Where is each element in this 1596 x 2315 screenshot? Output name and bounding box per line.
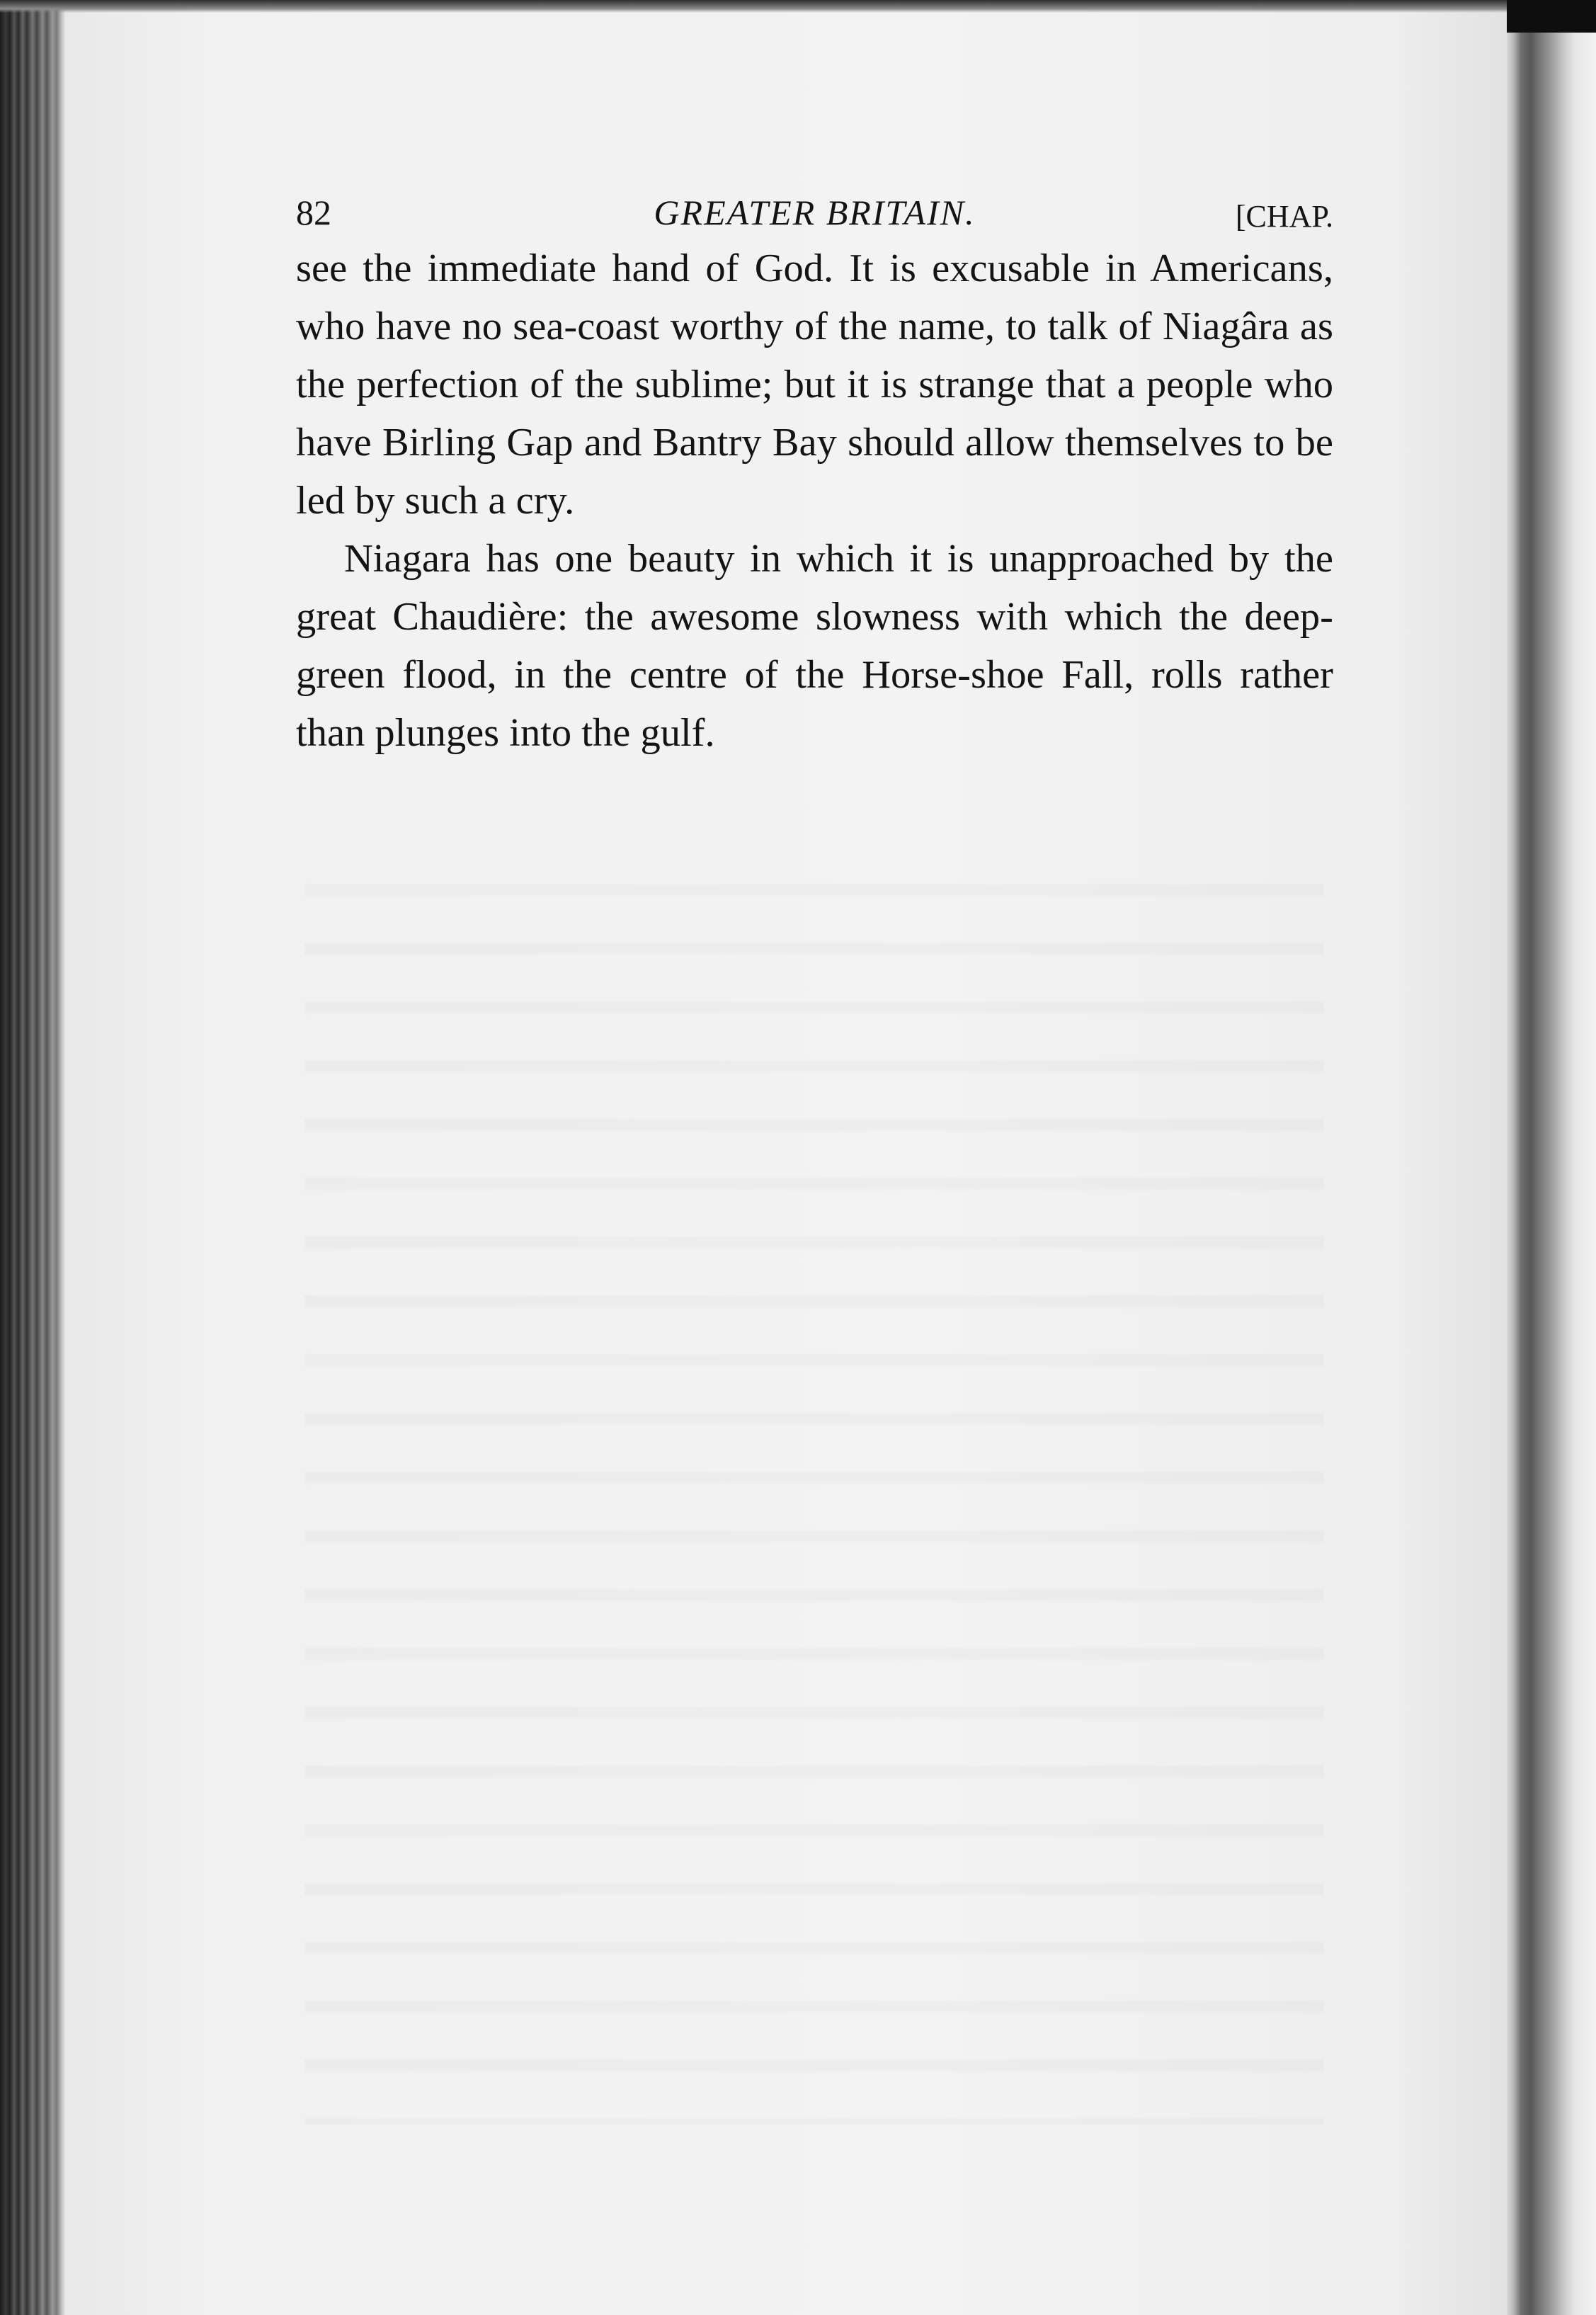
paragraph-1: see the immediate hand of God. It is excusable in Americans, who have no sea-coast worthy of the name, to talk of Niagâra as the perfection of the sublime; but it is strange that a people who have Birling Gap and Bantry Bay should allow themselves to be led by such a cry. [296, 246, 1333, 523]
top-edge-shadow [0, 0, 1596, 13]
running-title: GREATER BRITAIN. [654, 193, 976, 232]
chapter-mark: [CHAP. [1235, 199, 1333, 234]
book-gutter [0, 0, 65, 2315]
body-text [296, 239, 1333, 762]
paragraph-2: Niagara has one beauty in which it is unapproached by the great Chaudière: the awesome slowness with which the deep-green flood, in the centre of the Horse-shoe Fall, rolls rather than plunges into the gulf. [296, 537, 1333, 755]
running-head [296, 186, 1333, 239]
fore-edge-corner [1507, 0, 1596, 33]
page-content [296, 186, 1333, 762]
reverse-side-show-through [304, 850, 1324, 2125]
page-number: 82 [296, 193, 331, 232]
fore-edge-shadow [1507, 0, 1596, 2315]
